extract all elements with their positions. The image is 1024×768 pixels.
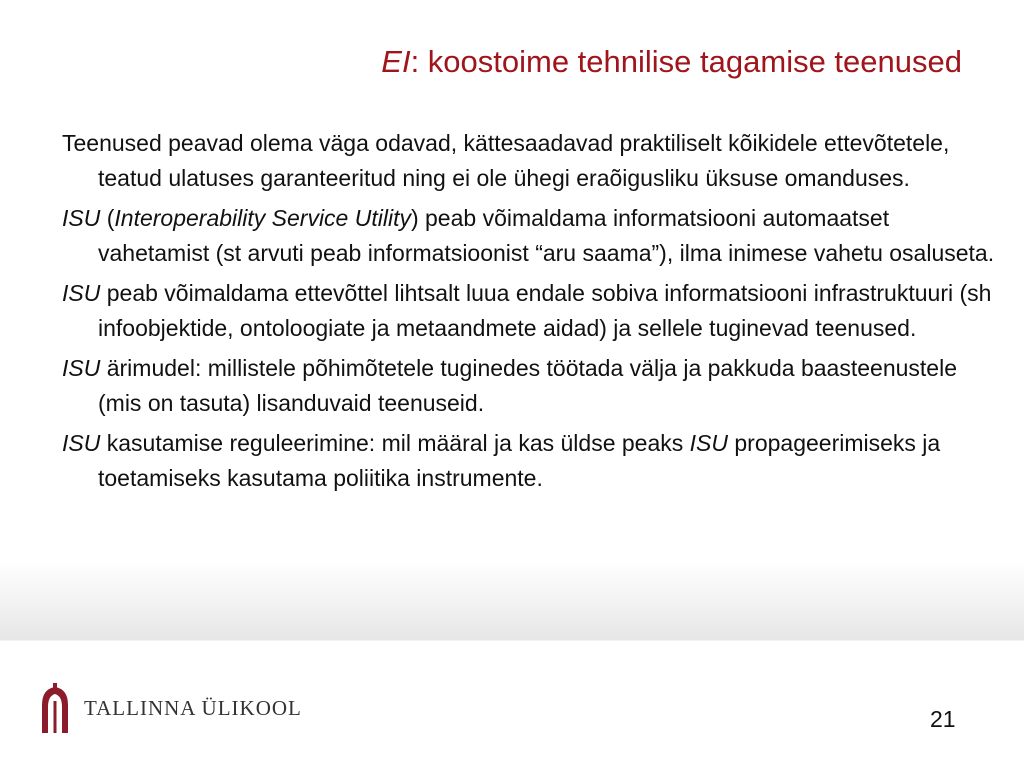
paragraph-5-text-a: kasutamise reguleerimine: mil määral ja kas üldse peaks — [100, 430, 690, 456]
isu-full-name: Interoperability Service Utility — [114, 205, 411, 231]
paragraph-4 — [62, 351, 997, 421]
paren-open: ( — [100, 205, 115, 231]
slide-content — [62, 126, 997, 501]
paragraph-5 — [62, 426, 997, 496]
isu-term: ISU — [62, 205, 101, 231]
paragraph-1-text: Teenused peavad olema väga odavad, kättesaadavad praktiliselt kõikidele ettevõtetele, teatud ulatuses garanteeritud ning ei ole ühegi eraõigusliku üksuse omanduses. — [62, 130, 950, 191]
isu-term: ISU — [62, 430, 101, 456]
paragraph-2-text: ) peab võimaldama informatsiooni automaatset vahetamist (st arvuti peab informatsioonist “aru saama”), ilma inimese vahetu osaluseta. — [98, 205, 995, 266]
isu-term-2: ISU — [689, 430, 728, 456]
paragraph-2 — [62, 201, 997, 271]
arch-logo-icon — [38, 683, 72, 733]
isu-term: ISU — [62, 280, 101, 306]
title-prefix: EI — [381, 44, 411, 79]
slide-title — [381, 44, 962, 80]
paragraph-1 — [62, 126, 997, 196]
university-logo — [38, 683, 302, 733]
paragraph-4-text: ärimudel: millistele põhimõtetele tuginedes töötada välja ja pakkuda baasteenustele (mis on tasuta) lisanduvaid teenuseid. — [98, 355, 957, 416]
title-text: : koostoime tehnilise tagamise teenused — [410, 44, 962, 79]
isu-term: ISU — [62, 355, 101, 381]
paragraph-3 — [62, 276, 997, 346]
page-number: 21 — [930, 706, 956, 732]
logo-text: TALLINNA ÜLIKOOL — [84, 695, 302, 720]
paragraph-3-text: peab võimaldama ettevõttel lihtsalt luua endale sobiva informatsiooni infrastruktuuri (sh infoobjektide, ontoloogiate ja metaandmete aidad) ja sellele tuginevad teenused. — [98, 280, 992, 341]
paragraph-5-text-b: propageerimiseks ja toetamiseks kasutama poliitika instrumente. — [98, 430, 941, 491]
